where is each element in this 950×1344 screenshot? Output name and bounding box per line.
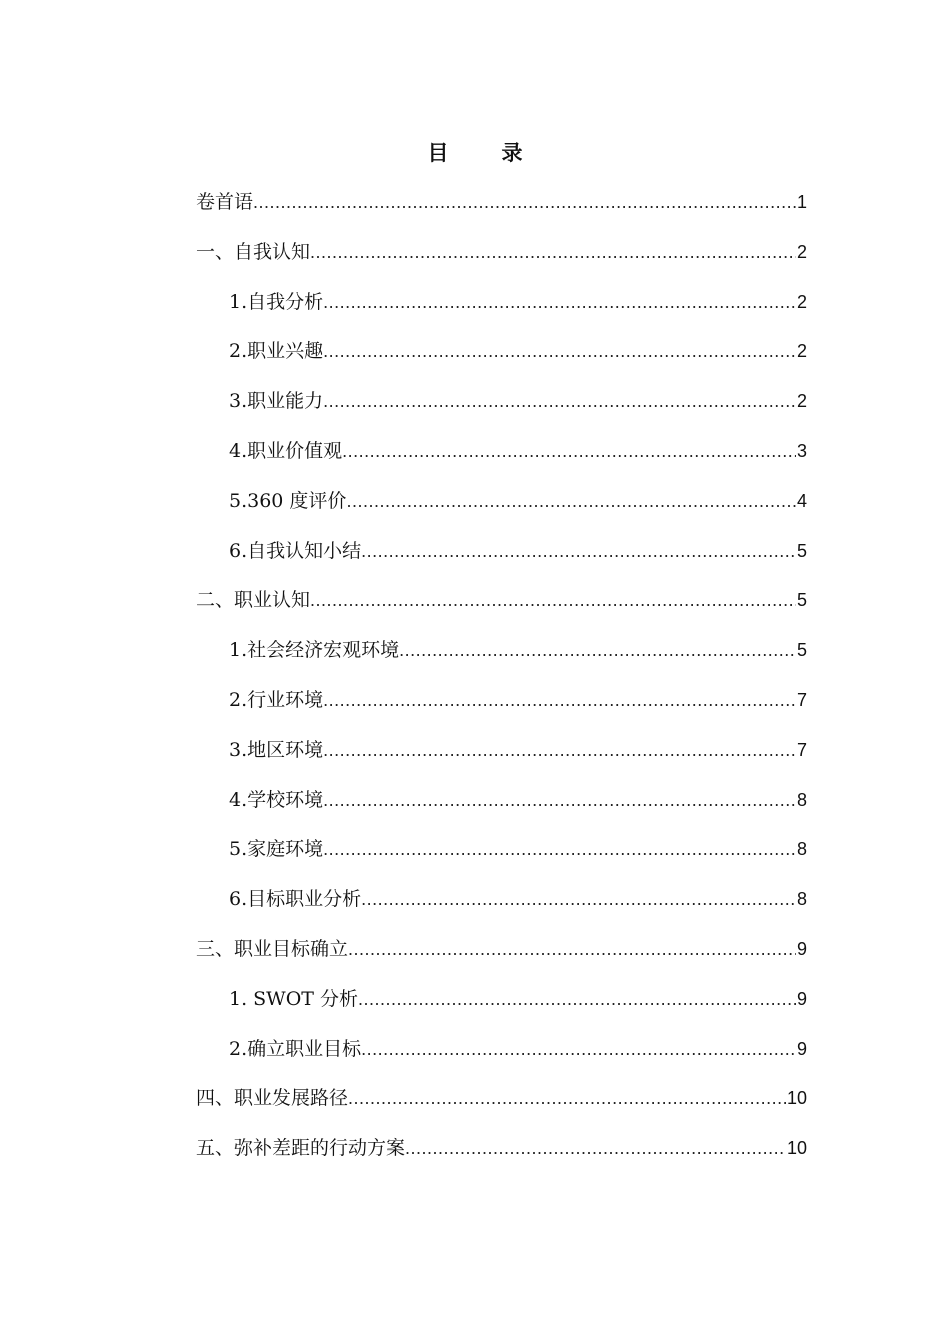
table-of-contents bbox=[196, 186, 807, 1182]
toc-entry-page: 2 bbox=[796, 341, 807, 362]
toc-entry-page: 7 bbox=[796, 689, 807, 710]
toc-entry[interactable] bbox=[196, 535, 807, 585]
toc-entry-page: 3 bbox=[796, 440, 807, 461]
toc-entry-label: 五、弥补差距的行动方案 bbox=[196, 1137, 406, 1160]
toc-entry-label: 一、自我认知 bbox=[196, 240, 311, 263]
toc-entry-page: 5 bbox=[796, 590, 807, 611]
toc-entry-page: 5 bbox=[796, 540, 807, 561]
toc-entry[interactable] bbox=[196, 883, 807, 933]
toc-entry-label: 1. SWOT 分析 bbox=[229, 987, 359, 1010]
toc-entry-label: 5.家庭环境 bbox=[229, 838, 324, 861]
toc-entry[interactable] bbox=[196, 335, 807, 385]
toc-dot-leader bbox=[348, 933, 796, 965]
toc-dot-leader bbox=[323, 734, 796, 766]
toc-entry[interactable] bbox=[196, 784, 807, 834]
toc-entry[interactable] bbox=[196, 734, 807, 784]
toc-entry[interactable] bbox=[196, 1132, 807, 1182]
toc-entry-label: 4.学校环境 bbox=[229, 788, 324, 811]
toc-entry-label: 6.自我认知小结 bbox=[229, 539, 362, 562]
toc-dot-leader bbox=[323, 784, 796, 816]
toc-entry[interactable] bbox=[196, 186, 807, 236]
toc-entry[interactable] bbox=[196, 983, 807, 1033]
toc-entry-page: 10 bbox=[786, 1138, 807, 1159]
toc-dot-leader bbox=[405, 1132, 786, 1164]
toc-entry-page: 9 bbox=[796, 988, 807, 1009]
toc-entry[interactable] bbox=[196, 1033, 807, 1083]
toc-dot-leader bbox=[253, 186, 796, 218]
toc-dot-leader bbox=[323, 335, 796, 367]
toc-entry-page: 9 bbox=[796, 938, 807, 959]
toc-entry-label: 2.行业环境 bbox=[229, 688, 324, 711]
toc-dot-leader bbox=[361, 535, 796, 567]
toc-entry-label: 四、职业发展路径 bbox=[196, 1087, 349, 1110]
toc-dot-leader bbox=[361, 1033, 796, 1065]
toc-entry-label: 卷首语 bbox=[196, 191, 254, 213]
toc-entry[interactable] bbox=[196, 833, 807, 883]
toc-dot-leader bbox=[361, 883, 796, 915]
toc-entry-label: 1.自我分析 bbox=[229, 290, 324, 313]
toc-entry-page: 7 bbox=[796, 739, 807, 760]
toc-entry-page: 5 bbox=[796, 640, 807, 661]
toc-entry-label: 2.职业兴趣 bbox=[229, 340, 324, 363]
toc-entry-label: 三、职业目标确立 bbox=[196, 937, 349, 960]
toc-dot-leader bbox=[348, 1082, 786, 1114]
toc-entry-page: 8 bbox=[796, 839, 807, 860]
toc-entry[interactable] bbox=[196, 634, 807, 684]
toc-dot-leader bbox=[358, 983, 796, 1015]
toc-entry-page: 2 bbox=[796, 241, 807, 262]
toc-entry-label: 4.职业价值观 bbox=[229, 439, 343, 462]
toc-dot-leader bbox=[323, 385, 796, 417]
toc-entry-page: 8 bbox=[796, 889, 807, 910]
toc-dot-leader bbox=[399, 634, 796, 666]
toc-entry[interactable] bbox=[196, 286, 807, 336]
toc-entry-page: 10 bbox=[786, 1088, 807, 1109]
toc-dot-leader bbox=[310, 236, 796, 268]
toc-dot-leader bbox=[310, 584, 796, 616]
toc-title: 目 录 bbox=[427, 140, 539, 165]
toc-dot-leader bbox=[323, 684, 796, 716]
toc-entry-page: 8 bbox=[796, 789, 807, 810]
toc-entry-page: 2 bbox=[796, 391, 807, 412]
toc-entry[interactable] bbox=[196, 385, 807, 435]
toc-entry[interactable] bbox=[196, 684, 807, 734]
toc-entry[interactable] bbox=[196, 1082, 807, 1132]
toc-entry-label: 5.360 度评价 bbox=[229, 489, 347, 512]
toc-entry[interactable] bbox=[196, 933, 807, 983]
toc-entry[interactable] bbox=[196, 236, 807, 286]
toc-dot-leader bbox=[323, 833, 796, 865]
toc-entry-label: 3.职业能力 bbox=[229, 390, 324, 413]
toc-dot-leader bbox=[342, 435, 796, 467]
toc-entry-label: 1.社会经济宏观环境 bbox=[229, 639, 400, 662]
toc-entry-label: 2.确立职业目标 bbox=[229, 1037, 362, 1060]
toc-dot-leader bbox=[323, 286, 796, 318]
toc-entry[interactable] bbox=[196, 584, 807, 634]
toc-entry-page: 9 bbox=[796, 1038, 807, 1059]
toc-entry-label: 3.地区环境 bbox=[229, 738, 324, 761]
toc-dot-leader bbox=[346, 485, 796, 517]
toc-entry-page: 1 bbox=[796, 192, 807, 212]
toc-entry-page: 2 bbox=[796, 291, 807, 312]
toc-entry-label: 6.目标职业分析 bbox=[229, 888, 362, 911]
toc-entry-page: 4 bbox=[796, 490, 807, 511]
toc-entry[interactable] bbox=[196, 435, 807, 485]
toc-entry[interactable] bbox=[196, 485, 807, 535]
toc-entry-label: 二、职业认知 bbox=[196, 589, 311, 612]
